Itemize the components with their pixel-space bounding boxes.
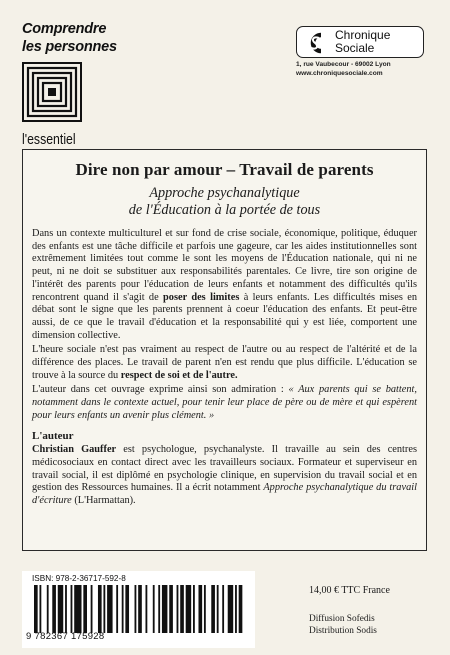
barcode-bar xyxy=(211,585,215,633)
author-quote: « Aux parents qui se battent, notamment dans le contexte actuel, pour tenir leur place de père ou de mère et qui espèrent pour leurs enfants un avenir plus clément. » xyxy=(32,384,418,421)
barcode-bar xyxy=(153,585,155,633)
barcode-bar xyxy=(98,585,102,633)
barcode-bar xyxy=(116,585,118,633)
barcode-bar xyxy=(180,585,184,633)
series-square-logo-icon xyxy=(22,62,82,122)
barcode-bar xyxy=(217,585,219,633)
barcode-bar xyxy=(193,585,195,633)
barcode-bar xyxy=(65,585,67,633)
author-name: Christian Gauffer xyxy=(32,444,117,456)
barcode-bar xyxy=(107,585,112,633)
isbn-label: ISBN: 978-2-36717-592-8 xyxy=(32,574,126,583)
barcode-bar xyxy=(71,585,73,633)
barcode-bar xyxy=(169,585,173,633)
book-title: Dire non par amour – Travail de parents xyxy=(75,160,374,179)
publisher-address xyxy=(296,60,436,78)
author-other-book: Approche psychanalytique du travail d'écriture xyxy=(32,482,417,507)
barcode-bar xyxy=(47,585,49,633)
book-subtitle-line1: Approche psychanalytique xyxy=(149,185,300,201)
series-title-line1: Comprendre xyxy=(22,21,107,37)
series-name: l'essentiel xyxy=(22,131,76,148)
series-block xyxy=(22,20,162,148)
blurb-text xyxy=(32,228,417,510)
barcode-bar xyxy=(34,585,38,633)
barcode-bar xyxy=(83,585,87,633)
barcode-bar xyxy=(186,585,191,633)
series-title-line2: les personnes xyxy=(22,39,117,55)
blurb-paragraph-2: L'heure sociale n'est pas vraiment au respect de l'autre ou au respect de l'altérité et de la différence des places. Le travail de parent n'en est rendu que plus difficile. L'éducation se trouve à la source du respect de soi et de l'autre. xyxy=(32,344,417,381)
barcode-bar xyxy=(177,585,179,633)
publisher-website: www.chroniquesociale.com xyxy=(296,70,383,77)
barcode-bar xyxy=(235,585,237,633)
blurb-emphasis-respect: respect de soi et de l'autre. xyxy=(120,369,238,381)
book-subtitle xyxy=(23,185,426,219)
barcode-bar xyxy=(125,585,129,633)
publisher-name-line2: Sociale xyxy=(335,41,375,55)
barcode-bar xyxy=(103,585,105,633)
barcode-bar xyxy=(239,585,243,633)
blurb-emphasis-limits: poser des limites xyxy=(163,291,240,303)
barcode-bar xyxy=(74,585,81,633)
barcode-bar xyxy=(162,585,167,633)
book-subtitle-line2: de l'Éducation à la portée de tous xyxy=(128,202,321,218)
barcode-bar xyxy=(222,585,224,633)
barcode-bar xyxy=(145,585,147,633)
barcode-bar xyxy=(52,585,56,633)
price-label: 14,00 € TTC France xyxy=(309,585,390,596)
publisher-address-line1: 1, rue Vaubecour - 69002 Lyon xyxy=(296,61,391,68)
barcode-bars xyxy=(34,585,246,633)
barcode-box xyxy=(22,571,255,648)
distribution-label: Distribution Sodis xyxy=(309,626,377,636)
blurb-paragraph-3: L'auteur dans cet ouvrage exprime ainsi son admiration : « Aux parents qui se battent, notamment dans le contexte actuel, pour tenir leur place de père ou de mère et qui espèrent pour leurs enfants un avenir plus clément. » xyxy=(32,384,418,421)
blurb-paragraph-1: Dans un contexte multiculturel et sur fond de crise sociale, économique, politique, éduquer des enfants est une tâche difficile et parfois une gageure, car les aides institutionnelles sont extrêmement limitées tout comme le sont les moyens de l'Éducation nationale, qui ni ne peut, ni ne doit se substituer aux responsabilités parentales. Ce livre, tire son origine de l'intérêt des parents pour l'éducation de leurs enfants et notamment des difficultés qu'ils rencontrent quand il s'agit de poser des limites à leurs enfants. Les difficultés mises en débat sont le signe que les parents prennent à coeur l'éducation des enfants. Et peut-être aussi, de ce que le travail d'éducation et la responsabilité qui y est liée, comportent une dimension collective. xyxy=(32,228,417,341)
barcode-bar xyxy=(91,585,93,633)
author-heading: L'auteur xyxy=(32,429,74,442)
diffusion-label: Diffusion Sofedis xyxy=(309,614,375,624)
publisher-name-line1: Chronique xyxy=(335,28,391,42)
barcode-digits: 9 782367 175928 xyxy=(26,631,105,642)
publisher-cs-logo-icon xyxy=(302,30,328,56)
barcode-bar xyxy=(158,585,160,633)
barcode-bar xyxy=(138,585,142,633)
barcode-bar xyxy=(198,585,202,633)
publisher-name xyxy=(335,29,390,55)
barcode-bar xyxy=(228,585,233,633)
author-bio: Christian Gauffer est psychologue, psychanalyste. Il travaille au sein des centres médicosociaux en contact direct avec les travailleurs sociaux. Formateur et superviseur en travail social, il est diplômé en psychologie clinique, en supervision du travail social et en gestion des Ressources humaines. Il a écrit notamment Approche psychanalytique du travail d'écriture (L'Harmattan). xyxy=(32,444,417,507)
barcode-bar xyxy=(39,585,41,633)
barcode-bar xyxy=(204,585,206,633)
back-cover-panel xyxy=(22,149,427,551)
barcode-bar xyxy=(58,585,63,633)
publisher-logo-box xyxy=(296,26,424,58)
barcode-bar xyxy=(135,585,137,633)
series-title xyxy=(22,20,162,56)
barcode-bar xyxy=(122,585,124,633)
